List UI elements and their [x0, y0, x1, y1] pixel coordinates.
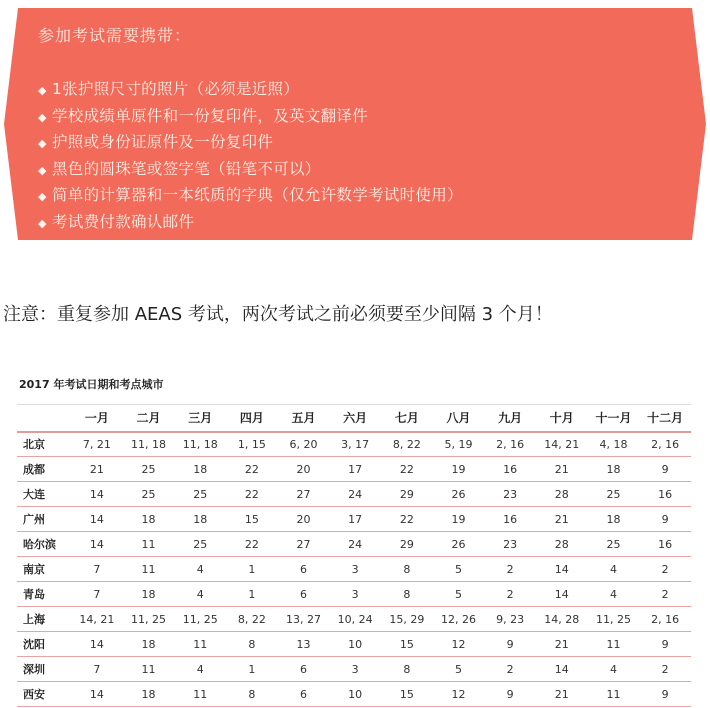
date-cell: 6, 20	[289, 437, 318, 451]
date-cell: 18	[141, 687, 156, 701]
date-cell: 25	[606, 537, 621, 551]
date-cell: 2, 16	[651, 437, 680, 451]
date-cell: 18	[606, 462, 621, 476]
date-cell: 9	[661, 512, 669, 526]
table-row	[17, 607, 691, 632]
date-cell: 23	[503, 487, 518, 501]
date-cell: 11	[606, 637, 621, 651]
date-cell: 15	[399, 637, 414, 651]
diamond-bullet-icon: ◆	[38, 163, 47, 177]
date-cell: 25	[193, 487, 208, 501]
date-cell: 8	[403, 562, 411, 576]
date-cell: 9	[661, 462, 669, 476]
date-cell: 11, 25	[131, 612, 167, 626]
date-cell: 7	[93, 562, 101, 576]
city-cell: 哈尔滨	[23, 538, 56, 551]
date-cell: 14	[554, 562, 569, 576]
date-cell: 23	[503, 537, 518, 551]
date-cell: 18	[141, 512, 156, 526]
date-cell: 29	[399, 537, 414, 551]
city-cell: 成都	[23, 463, 45, 476]
date-cell: 16	[503, 512, 518, 526]
date-cell: 25	[193, 537, 208, 551]
city-cell: 大连	[23, 488, 45, 501]
date-cell: 12	[451, 687, 466, 701]
date-cell: 25	[141, 487, 156, 501]
date-cell: 21	[554, 687, 569, 701]
list-item	[38, 103, 463, 130]
table-row	[17, 632, 691, 657]
date-cell: 14	[554, 662, 569, 676]
date-cell: 6	[300, 562, 308, 576]
date-cell: 16	[658, 487, 673, 501]
date-cell: 7	[93, 587, 101, 601]
table-row	[17, 532, 691, 557]
date-cell: 3	[351, 587, 359, 601]
requirements-banner	[4, 8, 706, 240]
table-row	[17, 582, 691, 607]
table-row	[17, 557, 691, 582]
date-cell: 5	[454, 662, 462, 676]
date-cell: 2, 16	[496, 437, 525, 451]
date-cell: 14	[554, 587, 569, 601]
date-cell: 6	[300, 662, 308, 676]
date-cell: 14	[89, 637, 104, 651]
date-cell: 17	[348, 512, 363, 526]
date-cell: 1	[248, 562, 256, 576]
date-cell: 14	[89, 512, 104, 526]
date-cell: 24	[348, 537, 363, 551]
date-cell: 15	[399, 687, 414, 701]
month-header: 十月	[536, 405, 588, 432]
date-cell: 26	[451, 487, 466, 501]
date-cell: 18	[193, 462, 208, 476]
date-cell: 22	[399, 462, 414, 476]
date-cell: 11	[193, 687, 208, 701]
date-cell: 19	[451, 512, 466, 526]
list-item-text: 考试费付款确认邮件	[52, 212, 195, 231]
retake-note: 注意：重复参加 AEAS 考试，两次考试之前必须要至少间隔 3 个月！	[3, 304, 553, 325]
date-cell: 15	[244, 512, 259, 526]
list-item	[38, 76, 463, 103]
month-header: 九月	[484, 405, 536, 432]
date-cell: 1	[248, 587, 256, 601]
date-cell: 14, 21	[544, 437, 580, 451]
date-cell: 14	[89, 537, 104, 551]
date-cell: 29	[399, 487, 414, 501]
list-item-text: 学校成绩单原件和一份复印件，及英文翻译件	[52, 106, 369, 125]
date-cell: 21	[554, 637, 569, 651]
date-cell: 20	[296, 462, 311, 476]
date-cell: 9	[661, 687, 669, 701]
date-cell: 11, 25	[182, 612, 218, 626]
date-cell: 25	[141, 462, 156, 476]
date-cell: 28	[554, 487, 569, 501]
date-cell: 14, 21	[79, 612, 115, 626]
date-cell: 9	[661, 637, 669, 651]
date-cell: 1	[248, 662, 256, 676]
date-cell: 11	[193, 637, 208, 651]
city-cell: 南京	[23, 563, 45, 576]
schedule-body	[17, 432, 691, 707]
date-cell: 9	[506, 637, 514, 651]
date-cell: 8	[403, 587, 411, 601]
date-cell: 10	[348, 637, 363, 651]
diamond-bullet-icon: ◆	[38, 137, 47, 150]
city-cell: 沈阳	[23, 638, 45, 651]
date-cell: 4	[609, 662, 617, 676]
table-row	[17, 432, 691, 457]
date-cell: 1, 15	[237, 437, 266, 451]
list-item	[38, 209, 463, 236]
month-header: 五月	[278, 405, 330, 432]
header-corner-cell	[17, 405, 71, 432]
date-cell: 13, 27	[286, 612, 322, 626]
date-cell: 18	[606, 512, 621, 526]
list-item	[38, 182, 463, 209]
date-cell: 2	[661, 562, 669, 576]
month-header: 八月	[433, 405, 485, 432]
date-cell: 2	[661, 662, 669, 676]
schedule-header	[17, 405, 691, 432]
table-row	[17, 507, 691, 532]
date-cell: 5, 19	[444, 437, 473, 451]
diamond-bullet-icon: ◆	[38, 84, 47, 97]
date-cell: 21	[89, 462, 104, 476]
date-cell: 14	[89, 687, 104, 701]
date-cell: 21	[554, 512, 569, 526]
list-item	[38, 156, 463, 183]
date-cell: 2	[506, 662, 514, 676]
schedule-title: 2017 年考试日期和考点城市	[19, 378, 164, 391]
date-cell: 3, 17	[341, 437, 370, 451]
date-cell: 27	[296, 487, 311, 501]
date-cell: 11, 25	[595, 612, 631, 626]
table-row	[17, 682, 691, 707]
table-row	[17, 457, 691, 482]
month-header: 六月	[329, 405, 381, 432]
date-cell: 14	[89, 487, 104, 501]
date-cell: 21	[554, 462, 569, 476]
schedule-table	[17, 404, 691, 707]
month-header: 四月	[226, 405, 278, 432]
header-row	[17, 405, 691, 432]
date-cell: 6	[300, 587, 308, 601]
date-cell: 27	[296, 537, 311, 551]
list-item-text: 简单的计算器和一本纸质的字典（仅允许数学考试时使用）	[52, 186, 463, 204]
date-cell: 2	[506, 587, 514, 601]
date-cell: 11, 18	[182, 437, 218, 451]
date-cell: 20	[296, 512, 311, 526]
date-cell: 3	[351, 562, 359, 576]
city-cell: 西安	[23, 688, 45, 701]
requirements-list	[38, 76, 463, 235]
month-header: 十二月	[639, 405, 691, 432]
table-row	[17, 482, 691, 507]
date-cell: 16	[503, 462, 518, 476]
date-cell: 22	[244, 462, 259, 476]
date-cell: 14, 28	[544, 612, 580, 626]
date-cell: 8	[248, 687, 256, 701]
date-cell: 11	[606, 687, 621, 701]
date-cell: 7, 21	[82, 437, 111, 451]
city-cell: 广州	[23, 513, 45, 526]
date-cell: 2, 16	[651, 612, 680, 626]
date-cell: 24	[348, 487, 363, 501]
list-item	[38, 129, 463, 156]
date-cell: 10	[348, 687, 363, 701]
date-cell: 12	[451, 637, 466, 651]
list-item-text: 护照或身份证原件及一份复印件	[52, 133, 274, 151]
date-cell: 8, 22	[392, 437, 421, 451]
date-cell: 12, 26	[440, 612, 476, 626]
date-cell: 18	[141, 587, 156, 601]
date-cell: 16	[658, 537, 673, 551]
diamond-bullet-icon: ◆	[38, 216, 47, 230]
date-cell: 22	[244, 487, 259, 501]
city-cell: 深圳	[23, 663, 45, 676]
list-item-text: 黑色的圆珠笔或签字笔（铅笔不可以）	[52, 159, 321, 178]
date-cell: 2	[661, 587, 669, 601]
month-header: 七月	[381, 405, 433, 432]
diamond-bullet-icon: ◆	[38, 110, 47, 124]
date-cell: 19	[451, 462, 466, 476]
city-cell: 上海	[23, 613, 45, 626]
date-cell: 11, 18	[131, 437, 167, 451]
date-cell: 2	[506, 562, 514, 576]
list-item-text: 1张护照尺寸的照片（必须是近照）	[52, 80, 300, 98]
date-cell: 5	[454, 562, 462, 576]
date-cell: 15, 29	[389, 612, 425, 626]
month-header: 十一月	[588, 405, 640, 432]
month-header: 二月	[123, 405, 175, 432]
banner-title: 参加考试需要携带：	[38, 26, 192, 45]
city-cell: 青岛	[23, 588, 45, 601]
date-cell: 18	[193, 512, 208, 526]
date-cell: 11	[141, 562, 156, 576]
date-cell: 4	[609, 562, 617, 576]
date-cell: 4	[196, 587, 204, 601]
city-cell: 北京	[23, 438, 45, 452]
date-cell: 9, 23	[496, 612, 525, 626]
date-cell: 7	[93, 662, 101, 676]
date-cell: 11	[141, 662, 156, 676]
date-cell: 26	[451, 537, 466, 551]
date-cell: 4	[609, 587, 617, 601]
date-cell: 9	[506, 687, 514, 701]
month-header: 三月	[174, 405, 226, 432]
date-cell: 4, 18	[599, 437, 628, 451]
date-cell: 5	[454, 587, 462, 601]
date-cell: 4	[196, 662, 204, 676]
date-cell: 25	[606, 487, 621, 501]
date-cell: 8	[248, 637, 256, 651]
diamond-bullet-icon: ◆	[38, 190, 47, 203]
table-row	[17, 657, 691, 682]
date-cell: 13	[296, 637, 311, 651]
date-cell: 8	[403, 662, 411, 676]
month-header: 一月	[71, 405, 123, 432]
date-cell: 22	[244, 537, 259, 551]
date-cell: 8, 22	[237, 612, 266, 626]
date-cell: 4	[196, 562, 204, 576]
date-cell: 22	[399, 512, 414, 526]
date-cell: 28	[554, 537, 569, 551]
date-cell: 10, 24	[337, 612, 373, 626]
date-cell: 11	[141, 537, 156, 551]
date-cell: 18	[141, 637, 156, 651]
date-cell: 6	[300, 687, 308, 701]
date-cell: 17	[348, 462, 363, 476]
date-cell: 3	[351, 662, 359, 676]
